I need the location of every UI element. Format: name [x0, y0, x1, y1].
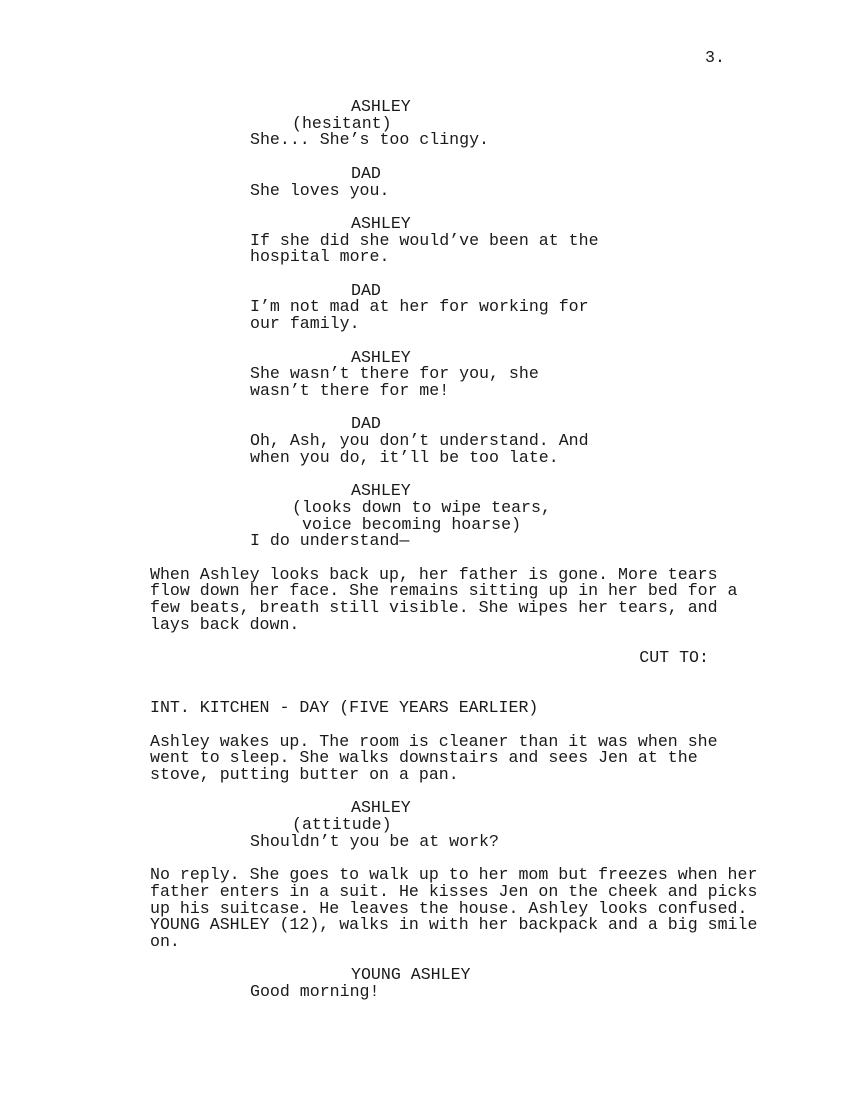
character-name: YOUNG ASHLEY [351, 965, 471, 985]
character-name: ASHLEY [351, 347, 411, 367]
dialogue-line: wasn’t there for me! [250, 380, 450, 400]
parenthetical: voice becoming hoarse) [292, 514, 522, 534]
parenthetical: (looks down to wipe tears, [292, 497, 551, 517]
dialogue-line: She... She’s too clingy. [250, 130, 489, 150]
dialogue-line: Good morning! [250, 982, 380, 1002]
action-line: No reply. She goes to walk up to her mom but freezes when her [150, 865, 758, 885]
action-line: went to sleep. She walks downstairs and sees Jen at the [150, 748, 698, 768]
dialogue-line: when you do, it’ll be too late. [250, 447, 559, 467]
action-line: father enters in a suit. He kisses Jen on the cheek and picks [150, 881, 758, 901]
action-line: stove, putting butter on a pan. [150, 765, 459, 784]
action-line: flow down her face. She remains sitting up in her bed for a [150, 581, 738, 601]
action-line: Ashley wakes up. The room is cleaner than it was when she [150, 731, 718, 751]
parenthetical: (hesitant) [292, 113, 392, 133]
dialogue-line: If she did she would’ve been at the [250, 230, 599, 250]
dialogue-line: I do understand— [250, 531, 410, 551]
action-line: When Ashley looks back up, her father is gone. More tears [150, 564, 718, 584]
character-name: ASHLEY [351, 97, 411, 116]
character-name: DAD [351, 280, 381, 300]
action-line: few beats, breath still visible. She wipes her tears, and [150, 598, 718, 617]
character-name: ASHLEY [351, 481, 411, 501]
dialogue-line: Shouldn’t you be at work? [250, 831, 499, 851]
action-line: on. [150, 932, 180, 951]
dialogue-line: She wasn’t there for you, she [250, 364, 539, 384]
dialogue-line: She loves you. [250, 180, 390, 200]
parenthetical: (attitude) [292, 815, 392, 835]
dialogue-line: Oh, Ash, you don’t understand. And [250, 431, 589, 450]
dialogue-line: our family. [250, 314, 360, 334]
character-name: ASHLEY [351, 213, 411, 233]
page-number: 3. [705, 48, 725, 67]
transition: CUT TO: [639, 648, 709, 668]
dialogue-line: hospital more. [250, 247, 390, 267]
action-line: up his suitcase. He leaves the house. Ashley looks confused. [150, 898, 748, 918]
action-line: lays back down. [150, 614, 300, 634]
scene-heading: INT. KITCHEN - DAY (FIVE YEARS EARLIER) [150, 698, 539, 718]
character-name: DAD [351, 414, 381, 434]
character-name: ASHLEY [351, 798, 411, 818]
character-name: DAD [351, 163, 381, 183]
dialogue-line: I’m not mad at her for working for [250, 297, 589, 317]
action-line: YOUNG ASHLEY (12), walks in with her backpack and a big smile [150, 915, 758, 935]
